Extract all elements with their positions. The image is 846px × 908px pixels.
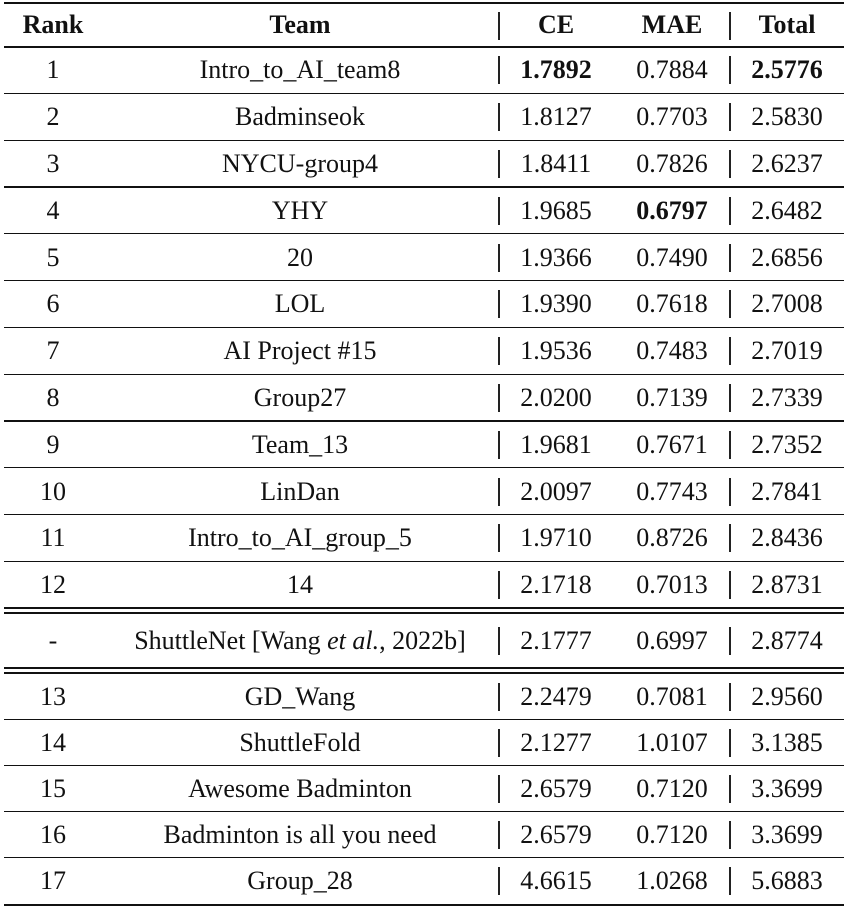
mae-cell: 0.7483 bbox=[636, 336, 708, 366]
column-separator bbox=[498, 729, 500, 757]
column-separator bbox=[729, 571, 731, 599]
table-row bbox=[0, 515, 846, 562]
rank-cell: - bbox=[48, 626, 58, 655]
ce-cell: 1.7892 bbox=[520, 55, 592, 85]
table-row bbox=[0, 812, 846, 858]
total-cell: 2.7019 bbox=[751, 336, 823, 366]
ce-cell: 2.6579 bbox=[520, 774, 592, 803]
column-separator bbox=[729, 478, 731, 506]
total-cell: 2.5830 bbox=[751, 102, 823, 132]
mae-cell: 0.8726 bbox=[636, 523, 708, 553]
total-cell: 5.6883 bbox=[751, 866, 823, 895]
table-row bbox=[0, 468, 846, 515]
rank-cell: 9 bbox=[46, 429, 60, 459]
team-cell: LinDan bbox=[260, 476, 340, 506]
column-separator bbox=[729, 56, 731, 84]
ce-cell: 1.8127 bbox=[520, 102, 592, 132]
team-cell bbox=[100, 614, 500, 668]
column-separator bbox=[498, 197, 500, 225]
mae-cell: 0.7013 bbox=[636, 570, 708, 600]
table-row bbox=[0, 375, 846, 422]
header-ce: CE bbox=[537, 10, 575, 39]
column-separator bbox=[729, 683, 731, 711]
team-cell: Badminseok bbox=[235, 102, 365, 132]
mae-cell: 1.0107 bbox=[636, 728, 708, 757]
mae-cell: 0.7618 bbox=[636, 289, 708, 319]
ce-cell: 1.8411 bbox=[520, 148, 592, 178]
mae-cell: 0.6797 bbox=[636, 195, 708, 225]
table-row bbox=[0, 94, 846, 141]
column-separator bbox=[729, 524, 731, 552]
mae-cell: 1.0268 bbox=[636, 866, 708, 895]
rank-cell: 4 bbox=[46, 195, 60, 225]
rank-cell: 17 bbox=[40, 866, 66, 895]
column-separator bbox=[729, 384, 731, 412]
total-cell: 2.7339 bbox=[751, 382, 823, 412]
baseline-team-prefix: ShuttleNet [Wang bbox=[134, 626, 328, 655]
ce-cell: 2.0200 bbox=[520, 382, 592, 412]
team-cell: Group_28 bbox=[247, 866, 353, 895]
team-cell: GD_Wang bbox=[244, 682, 356, 711]
column-separator bbox=[498, 775, 500, 803]
rank-cell: 10 bbox=[40, 476, 66, 506]
header-team: Team bbox=[269, 10, 331, 39]
team-cell: 14 bbox=[287, 570, 313, 600]
ce-cell: 1.9710 bbox=[520, 523, 592, 553]
table-row bbox=[0, 720, 846, 766]
mae-cell: 0.7081 bbox=[636, 682, 708, 711]
team-cell: Awesome Badminton bbox=[188, 774, 412, 803]
total-cell: 3.3699 bbox=[751, 820, 823, 849]
rank-cell: 13 bbox=[40, 682, 66, 711]
bottom-rule bbox=[4, 904, 844, 906]
table-row bbox=[0, 421, 846, 468]
total-cell: 2.6237 bbox=[751, 148, 823, 178]
mae-cell: 0.7120 bbox=[636, 820, 708, 849]
total-cell: 2.6482 bbox=[751, 195, 823, 225]
mae-cell: 0.7743 bbox=[636, 476, 708, 506]
ce-cell: 1.9366 bbox=[520, 242, 592, 272]
column-separator bbox=[729, 867, 731, 895]
column-separator bbox=[498, 627, 500, 655]
column-separator bbox=[498, 384, 500, 412]
column-separator bbox=[498, 478, 500, 506]
team-cell: Badminton is all you need bbox=[163, 820, 437, 849]
column-separator bbox=[498, 290, 500, 318]
column-separator bbox=[729, 12, 731, 40]
column-separator bbox=[729, 729, 731, 757]
rank-cell: 15 bbox=[40, 774, 66, 803]
total-cell: 2.5776 bbox=[751, 55, 823, 85]
team-cell: ShuttleFold bbox=[239, 728, 361, 757]
double-rule-top bbox=[4, 667, 844, 669]
column-separator bbox=[498, 821, 500, 849]
team-cell: YHY bbox=[271, 195, 329, 225]
column-separator bbox=[729, 103, 731, 131]
total-cell: 2.8731 bbox=[751, 570, 823, 600]
ce-cell: 1.9685 bbox=[520, 195, 592, 225]
mae-cell: 0.7703 bbox=[636, 102, 708, 132]
rank-cell: 6 bbox=[46, 289, 60, 319]
rank-cell: 5 bbox=[46, 242, 60, 272]
double-rule-top bbox=[4, 607, 844, 609]
team-cell: Team_13 bbox=[251, 429, 349, 459]
baseline-team-suffix: , 2022b] bbox=[379, 626, 466, 655]
column-separator bbox=[498, 12, 500, 40]
rank-cell: 7 bbox=[46, 336, 60, 366]
ce-cell: 1.9536 bbox=[520, 336, 592, 366]
table-row bbox=[0, 47, 846, 94]
table-row bbox=[0, 562, 846, 609]
baseline-row bbox=[0, 614, 846, 668]
team-cell: AI Project #15 bbox=[223, 336, 377, 366]
team-cell: Intro_to_AI_team8 bbox=[199, 55, 401, 85]
table-row bbox=[0, 858, 846, 904]
column-separator bbox=[498, 524, 500, 552]
ce-cell: 1.9681 bbox=[520, 429, 592, 459]
ce-cell: 2.0097 bbox=[520, 476, 592, 506]
rank-cell: 1 bbox=[46, 55, 60, 85]
table-row bbox=[0, 766, 846, 812]
mae-cell: 0.7671 bbox=[636, 429, 708, 459]
column-separator bbox=[498, 867, 500, 895]
mae-cell: 0.7120 bbox=[636, 774, 708, 803]
ce-cell: 2.2479 bbox=[520, 682, 592, 711]
team-cell: NYCU-group4 bbox=[222, 148, 378, 178]
column-separator bbox=[729, 290, 731, 318]
team-cell: 20 bbox=[287, 242, 313, 272]
column-separator bbox=[498, 56, 500, 84]
column-separator bbox=[498, 683, 500, 711]
rank-cell: 2 bbox=[46, 102, 60, 132]
column-separator bbox=[729, 627, 731, 655]
header-rank: Rank bbox=[22, 10, 84, 39]
total-cell: 3.1385 bbox=[751, 728, 823, 757]
table-row bbox=[0, 141, 846, 188]
total-cell: 2.8774 bbox=[751, 626, 823, 655]
total-cell: 2.7352 bbox=[751, 429, 823, 459]
column-separator bbox=[498, 103, 500, 131]
column-separator bbox=[498, 431, 500, 459]
mae-cell: 0.7490 bbox=[636, 242, 708, 272]
rank-cell: 16 bbox=[40, 820, 66, 849]
column-separator bbox=[729, 821, 731, 849]
column-separator bbox=[729, 244, 731, 272]
column-separator bbox=[498, 244, 500, 272]
mae-cell: 0.7139 bbox=[636, 382, 708, 412]
column-separator bbox=[729, 150, 731, 178]
table-row bbox=[0, 328, 846, 375]
ce-cell: 2.1277 bbox=[520, 728, 592, 757]
table-row bbox=[0, 187, 846, 234]
column-separator bbox=[498, 571, 500, 599]
rank-cell: 11 bbox=[40, 523, 66, 553]
total-cell: 2.9560 bbox=[751, 682, 823, 711]
table-row bbox=[0, 674, 846, 720]
column-separator bbox=[729, 197, 731, 225]
header-total: Total bbox=[758, 10, 816, 39]
rank-cell: 12 bbox=[40, 570, 66, 600]
ce-cell: 2.1777 bbox=[520, 626, 592, 655]
rank-cell: 14 bbox=[40, 728, 66, 757]
ce-cell: 2.1718 bbox=[520, 570, 592, 600]
mae-cell: 0.7884 bbox=[636, 55, 708, 85]
team-cell: LOL bbox=[274, 289, 326, 319]
rank-cell: 3 bbox=[46, 148, 60, 178]
total-cell: 3.3699 bbox=[751, 774, 823, 803]
total-cell: 2.7841 bbox=[751, 476, 823, 506]
total-cell: 2.8436 bbox=[751, 523, 823, 553]
column-separator bbox=[498, 337, 500, 365]
team-cell: Intro_to_AI_group_5 bbox=[188, 523, 412, 553]
ce-cell: 4.6615 bbox=[520, 866, 592, 895]
team-cell: Group27 bbox=[253, 382, 347, 412]
rank-cell: 8 bbox=[46, 382, 60, 412]
total-cell: 2.7008 bbox=[751, 289, 823, 319]
column-separator bbox=[498, 150, 500, 178]
column-separator bbox=[729, 775, 731, 803]
mae-cell: 0.7826 bbox=[636, 148, 708, 178]
header-mae: MAE bbox=[641, 10, 703, 39]
header-row bbox=[0, 4, 846, 46]
column-separator bbox=[729, 431, 731, 459]
table-row bbox=[0, 234, 846, 281]
ce-cell: 1.9390 bbox=[520, 289, 592, 319]
ce-cell: 2.6579 bbox=[520, 820, 592, 849]
column-separator bbox=[729, 337, 731, 365]
mae-cell: 0.6997 bbox=[636, 626, 708, 655]
baseline-team-citation-italic: et al. bbox=[327, 626, 380, 655]
total-cell: 2.6856 bbox=[751, 242, 823, 272]
table-row bbox=[0, 281, 846, 328]
